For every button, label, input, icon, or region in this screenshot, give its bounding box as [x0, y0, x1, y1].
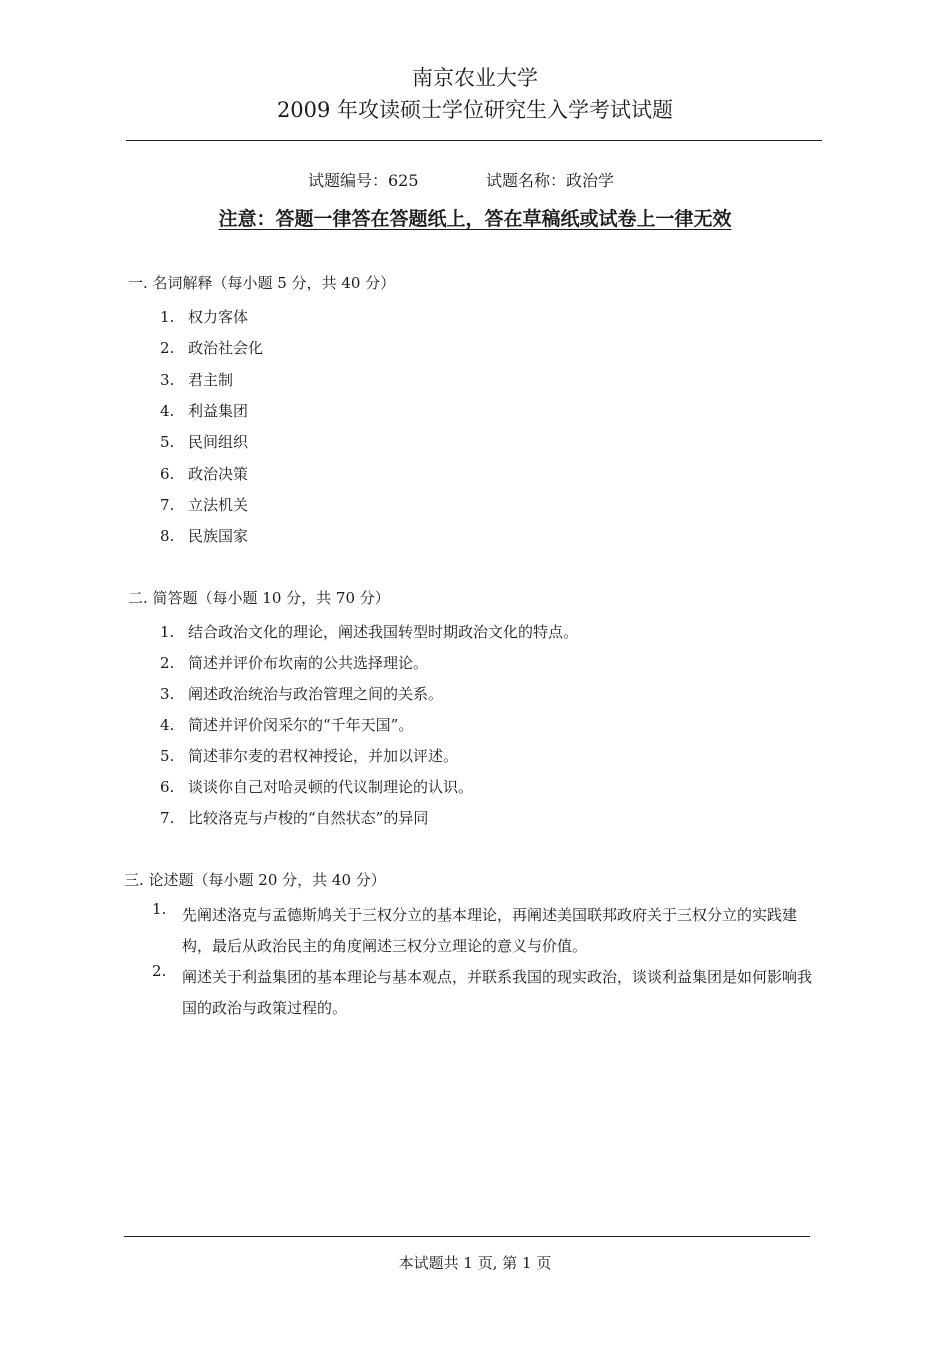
list-item: 3. 君主制 [160, 371, 234, 389]
page-footer: 本试题共 1 页, 第 1 页 [398, 1254, 552, 1272]
list-item: 2. 政治社会化 [160, 339, 264, 357]
list-item: 5. 民间组织 [160, 433, 249, 451]
list-item: 7. 比较洛克与卢梭的“自然状态”的异同 [160, 809, 429, 827]
list-item: 2. 简述并评价布坎南的公共选择理论。 [160, 654, 429, 672]
list-item: 6. 谈谈你自己对哈灵顿的代议制理论的认识。 [160, 778, 474, 796]
list-item: 1. 结合政治文化的理论，阐述我国转型时期政治文化的特点。 [160, 623, 579, 641]
section-heading: 二. 简答题（每小题 10 分，共 70 分） [128, 589, 390, 607]
list-item: 4. 利益集团 [160, 402, 249, 420]
notice: 注意：答题一律答在答题纸上，答在草稿纸或试卷上一律无效 [218, 208, 732, 230]
exam-subject: 试题名称：政治学 [486, 171, 615, 190]
university-name: 南京农业大学 [412, 66, 538, 90]
list-item: 3. 阐述政治统治与政治管理之间的关系。 [160, 685, 444, 703]
footer-rule [124, 1236, 810, 1237]
exam-title: 2009 年攻读硕士学位研究生入学考试试题 [276, 98, 674, 122]
list-item: 1. 权力客体 [160, 308, 249, 326]
exam-code: 试题编号：625 [308, 171, 419, 190]
list-item: 5. 简述菲尔麦的君权神授论，并加以评述。 [160, 747, 459, 765]
list-item: 4. 简述并评价闵采尔的“千年天国”。 [160, 716, 414, 734]
list-item: 7. 立法机关 [160, 496, 249, 514]
list-item: 2. 阐述关于利益集团的基本理论与基本观点，并联系我国的现实政治，谈谈利益集团是如何影响我国的政治与政策过程的。 [152, 962, 813, 1017]
header-rule [126, 140, 822, 141]
section-heading: 三. 论述题（每小题 20 分，共 40 分） [124, 871, 386, 889]
section-heading: 一. 名词解释（每小题 5 分，共 40 分） [128, 274, 396, 292]
list-item: 8. 民族国家 [160, 527, 249, 545]
list-item: 6. 政治决策 [160, 465, 249, 483]
list-item: 1. 先阐述洛克与孟德斯鸠关于三权分立的基本理论，再阐述美国联邦政府关于三权分立的实践建构，最后从政治民主的角度阐述三权分立理论的意义与价值。 [152, 900, 798, 955]
